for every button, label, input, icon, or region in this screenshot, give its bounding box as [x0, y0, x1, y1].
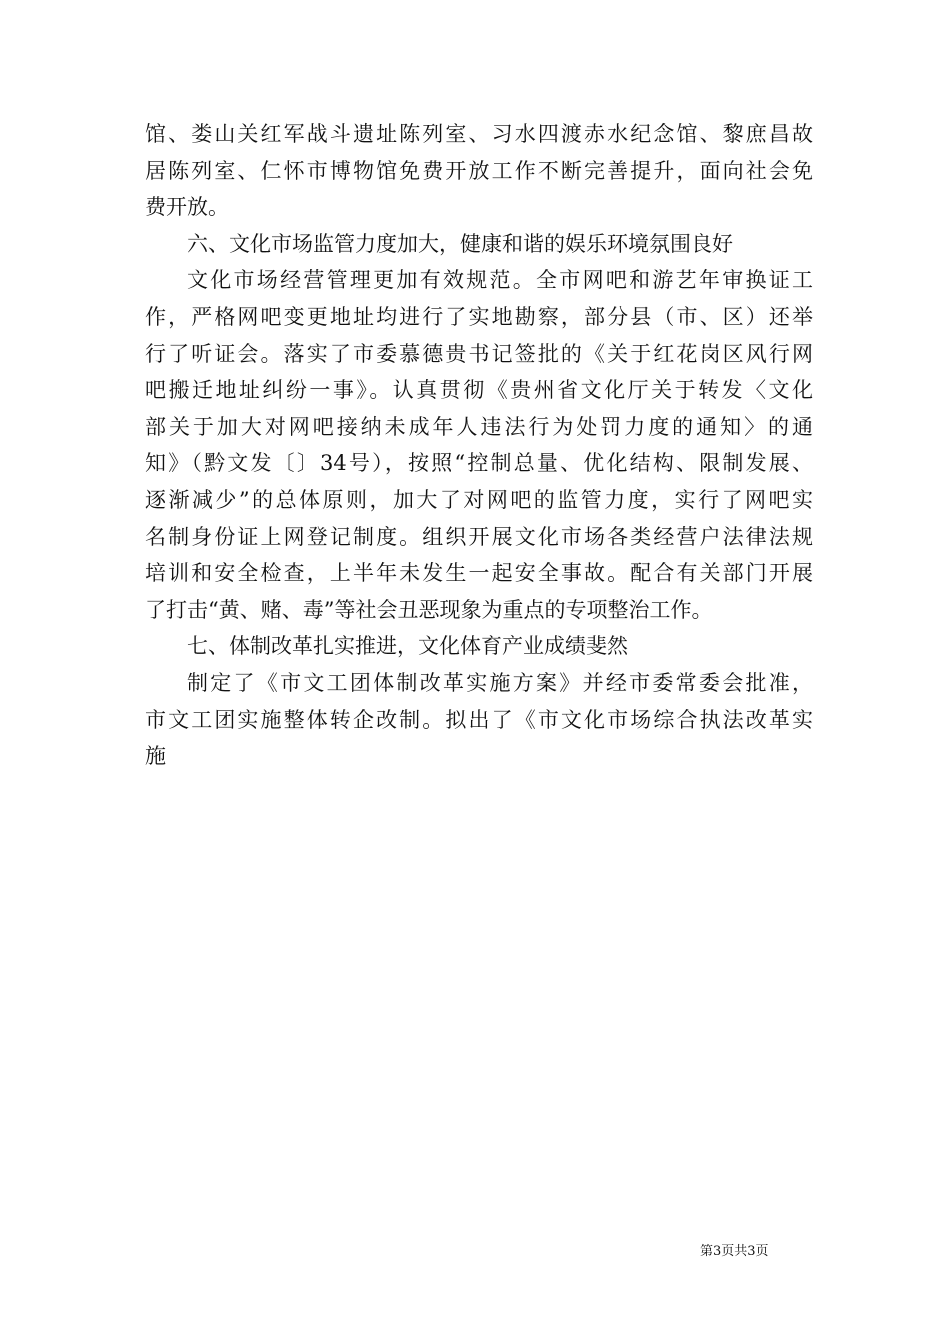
text-line: 作，严格网吧变更地址均进行了实地勘察，部分县（市、区）还举: [145, 304, 813, 329]
text-line: 行了听证会。落实了市委慕德贵书记签批的《关于红花岗区风行网: [145, 341, 813, 366]
section-heading: 六、文化市场监管力度加大，健康和谐的娱乐环境氛围良好: [187, 231, 733, 256]
text-line: 市文工团实施整体转企改制。拟出了《市文化市场综合执法改革实: [145, 707, 813, 732]
text-line: 文化市场经营管理更加有效规范。全市网吧和游艺年审换证工: [187, 268, 813, 293]
text-line: 费开放。: [145, 195, 229, 220]
page-number: 第3页共3页: [700, 1244, 769, 1259]
section-heading: 七、体制改革扎实推进，文化体育产业成绩斐然: [187, 634, 628, 659]
text-line: 培训和安全检查，上半年未发生一起安全事故。配合有关部门开展: [145, 561, 813, 586]
text-line: 居陈列室、仁怀市博物馆免费开放工作不断完善提升，面向社会免: [145, 158, 813, 183]
text-line: 知》（黔文发〔〕34号），按照“控制总量、优化结构、限制发展、: [145, 451, 813, 476]
text-line: 吧搬迁地址纠纷一事》。认真贯彻《贵州省文化厅关于转发〈文化: [145, 378, 813, 403]
text-line: 逐渐减少”的总体原则，加大了对网吧的监管力度，实行了网吧实: [145, 487, 813, 512]
text-line: 制定了《市文工团体制改革实施方案》并经市委常委会批准，: [187, 670, 813, 695]
text-line: 了打击“黄、赌、毒”等社会丑恶现象为重点的专项整治工作。: [145, 597, 713, 622]
text-line: 施: [145, 744, 166, 769]
text-line: 馆、娄山关红军战斗遗址陈列室、习水四渡赤水纪念馆、黎庶昌故: [145, 122, 813, 146]
text-line: 部关于加大对网吧接纳未成年人违法行为处罚力度的通知〉的通: [145, 414, 813, 439]
body-text: [145, 116, 813, 775]
text-line: 名制身份证上网登记制度。组织开展文化市场各类经营户法律法规: [145, 524, 813, 549]
